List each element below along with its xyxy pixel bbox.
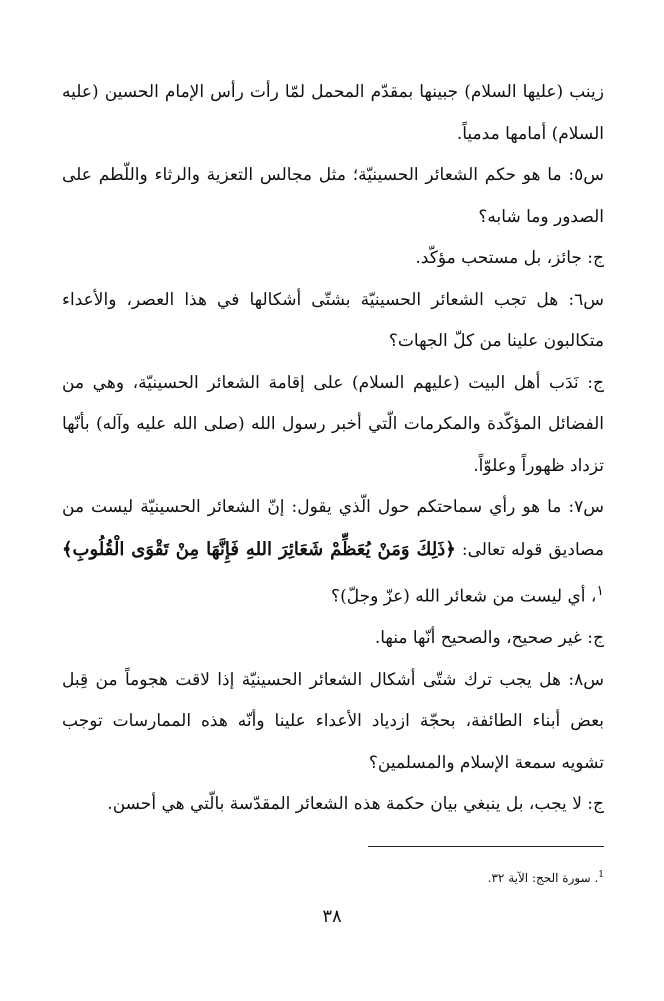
- answer-8: ج: لا يجب، بل ينبغي بيان حكمة هذه الشعائر المقدّسة بالّتي هي أحسن.: [107, 794, 604, 815]
- paragraph-zaynab: زينب (عليها السلام) جبينها بمقدّم المحمل لمّا رأت رأس الإمام الحسين (عليه السلام) أمامها مدمياً.: [62, 82, 604, 144]
- footnote-ref: ١: [596, 583, 604, 599]
- answer-6: ج: نَدَب أهل البيت (عليهم السلام) على إقامة الشعائر الحسينيّة، وهي من الفضائل المؤكّدة والمكرمات الّتي أخبر رسول الله (صلى الله عليه وآله) بأنّها تزداد ظهوراً وعلوّاً.: [62, 372, 604, 476]
- body-text: [62, 72, 604, 826]
- footnote: [62, 870, 604, 885]
- page-number: ٣٨: [322, 906, 342, 927]
- footnote-divider: [368, 846, 604, 847]
- question-7-end: ، أي ليست من شعائر الله (عزّ وجلّ)؟: [331, 586, 597, 607]
- footnote-marker: 1: [598, 870, 604, 880]
- question-5: س٥: ما هو حكم الشعائر الحسينيّة؛ مثل مجالس التعزية والرثاء واللّطم على الصدور وما شابه؟: [62, 165, 604, 227]
- question-7-intro: س٧: ما هو رأي سماحتكم حول الّذي يقول: إنّ الشعائر الحسينيّة ليست من مصاديق قوله تعالى:: [62, 497, 604, 560]
- question-8: س٨: هل يجب ترك شتّى أشكال الشعائر الحسينيّة إذا لاقت هجوماً من قِبل بعض أبناء الطائفة، بحجّة ازدياد الأعداء علينا وأنّه هذه الممارسات توجب تشويه سمعة الإسلام والمسلمين؟: [62, 669, 604, 773]
- answer-5: ج: جائز، بل مستحب مؤكّد.: [415, 248, 604, 268]
- question-6: س٦: هل تجب الشعائر الحسينيّة بشتّى أشكالها في هذا العصر، والأعداء متكالبون علينا من كلّ الجهات؟: [62, 289, 604, 351]
- footnote-text: . سورة الحج: الآية ٣٢.: [487, 871, 599, 885]
- quran-verse: ﴿ذَلِكَ وَمَنْ يُعَظِّمْ شَعَائِرَ اللهِ فَإِنَّهَا مِنْ تَقْوَى الْقُلُوبِ﴾: [62, 538, 456, 560]
- answer-7: ج: غير صحيح، والصحيح أنّها منها.: [374, 628, 604, 649]
- question-7: [62, 487, 604, 618]
